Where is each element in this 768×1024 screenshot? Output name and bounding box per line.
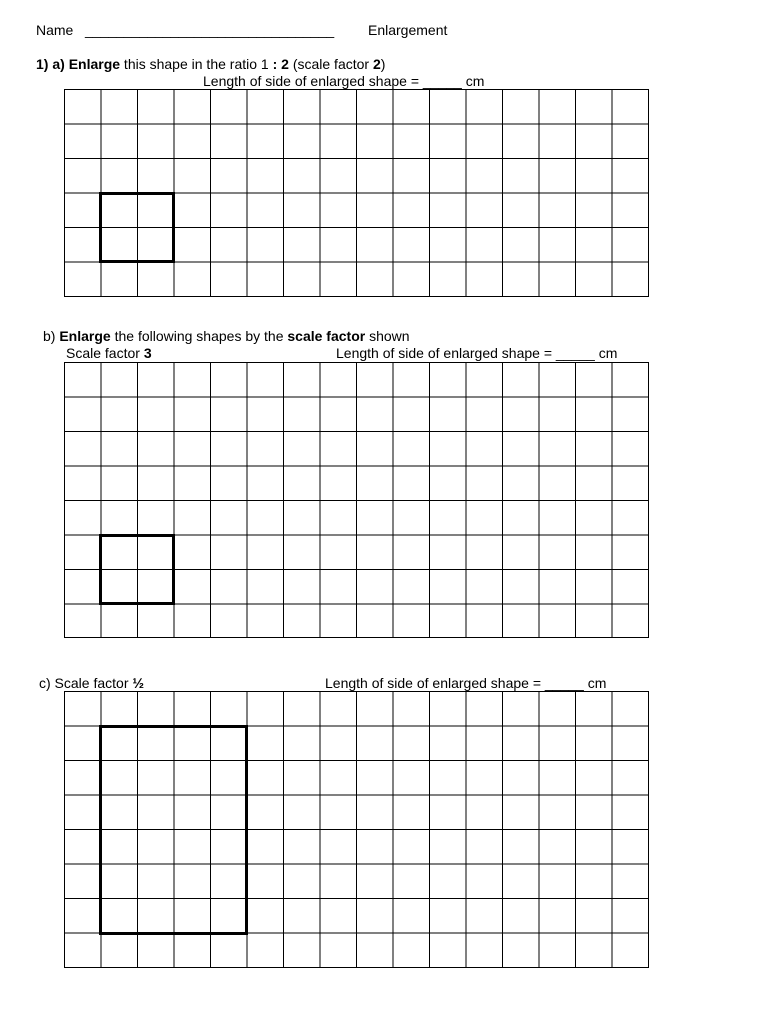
q1c-length-answer[interactable]: Length of side of enlarged shape = _____ cm	[325, 675, 607, 691]
q1a-square-shape	[99, 192, 175, 263]
q1a-mid: this shape in the ratio 1	[120, 56, 273, 72]
q1a-prefix: 1) a)	[36, 56, 69, 72]
q1a-length-answer[interactable]: Length of side of enlarged shape = _____ cm	[203, 73, 485, 89]
name-label: Name	[36, 22, 74, 38]
q1a-factor: 2	[372, 56, 381, 72]
worksheet-title: Enlargement	[368, 22, 448, 38]
q1b-square-shape	[99, 534, 175, 605]
q1b-length-answer[interactable]: Length of side of enlarged shape = _____ cm	[336, 345, 618, 361]
name-field[interactable]: ________________________________	[85, 22, 335, 38]
q1c-scale-factor	[39, 675, 144, 691]
q1a-tail-close: )	[380, 56, 386, 72]
q1b-tail: shown	[365, 328, 410, 344]
q1a-tail-open: (scale factor	[288, 56, 373, 72]
q1a-ratio: : 2	[272, 56, 289, 72]
q1b-verb: Enlarge	[59, 328, 111, 344]
q1c-factor: ½	[132, 675, 145, 691]
q1b-instruction	[43, 328, 410, 344]
q1c-rectangle-shape	[99, 725, 248, 935]
q1c-scale-label: c) Scale factor	[39, 675, 133, 691]
q1b-scale-factor	[66, 345, 152, 361]
q1b-keyword: scale factor	[287, 328, 366, 344]
q1a-verb: Enlarge	[68, 56, 121, 72]
q1b-factor: 3	[143, 345, 152, 361]
q1b-mid: the following shapes by the	[110, 328, 288, 344]
q1b-scale-label: Scale factor	[66, 345, 144, 361]
q1a-instruction	[36, 56, 385, 72]
q1b-prefix: b)	[43, 328, 60, 344]
